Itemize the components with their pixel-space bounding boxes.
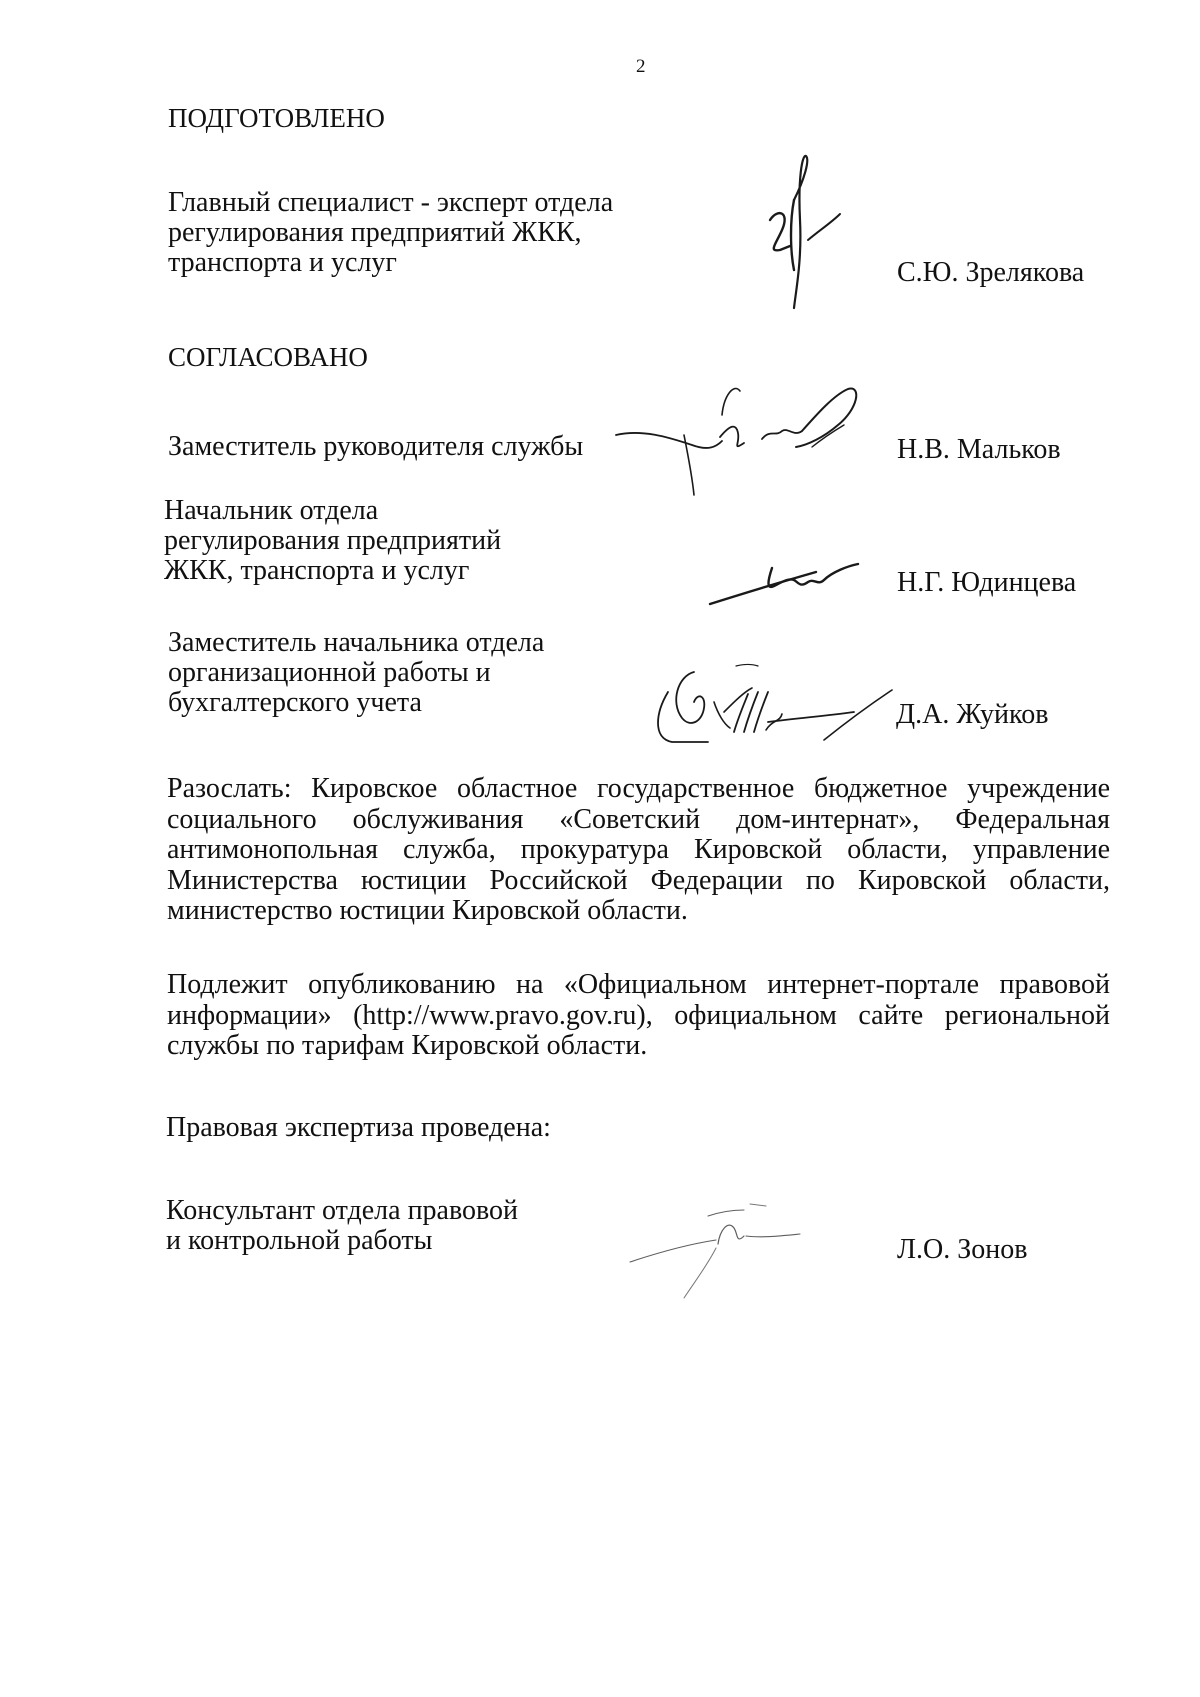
legal-review-heading: Правовая экспертиза проведена: bbox=[166, 1112, 551, 1143]
position-line: и контрольной работы bbox=[166, 1225, 433, 1256]
position-line: Заместитель начальника отдела bbox=[168, 627, 545, 658]
paragraph-line: Министерства юстиции Российской Федерации по Кировской области, bbox=[167, 864, 1110, 896]
paragraph-line: информации» (http://www.pravo.gov.ru), официальном сайте региональной bbox=[167, 999, 1110, 1031]
publication-paragraph bbox=[167, 970, 1110, 1062]
position-line: регулирования предприятий bbox=[164, 525, 502, 556]
approved-position-2 bbox=[164, 496, 501, 586]
legal-review-name: Л.О. Зонов bbox=[897, 1234, 1028, 1265]
paragraph-line: социального обслуживания «Советский дом-интернат», Федеральная bbox=[167, 803, 1110, 835]
prepared-heading: ПОДГОТОВЛЕНО bbox=[168, 103, 385, 133]
paragraph-line: министерство юстиции Кировской области. bbox=[167, 895, 688, 926]
approved-heading: СОГЛАСОВАНО bbox=[168, 342, 368, 372]
position-line: регулирования предприятий ЖКК, bbox=[168, 217, 582, 248]
position-line: транспорта и услуг bbox=[168, 247, 397, 278]
page-number: 2 bbox=[636, 56, 646, 77]
signature-yudintseva bbox=[708, 560, 878, 610]
position-line: Главный специалист - эксперт отдела bbox=[168, 187, 614, 218]
prepared-position bbox=[168, 188, 613, 278]
position-line: Консультант отдела правовой bbox=[166, 1195, 519, 1226]
position-line: Начальник отдела bbox=[164, 495, 379, 526]
position-line: ЖКК, транспорта и услуг bbox=[164, 555, 470, 586]
position-line: организационной работы и bbox=[168, 657, 491, 688]
legal-review-position bbox=[166, 1196, 518, 1256]
distribution-paragraph bbox=[167, 774, 1110, 927]
signature-zhuykov bbox=[648, 662, 898, 757]
approved-name-2: Н.Г. Юдинцева bbox=[897, 567, 1077, 598]
approved-position-3 bbox=[168, 628, 544, 718]
position-line: бухгалтерского учета bbox=[168, 687, 422, 718]
paragraph-line: Разослать: Кировское областное государственное бюджетное учреждение bbox=[167, 773, 1110, 804]
signature-zrelyakova bbox=[760, 160, 870, 310]
approved-position-1 bbox=[168, 432, 583, 462]
paragraph-line: службы по тарифам Кировской области. bbox=[167, 1030, 648, 1061]
prepared-name: С.Ю. Зрелякова bbox=[897, 257, 1085, 288]
position-line: Заместитель руководителя службы bbox=[168, 431, 584, 462]
signature-zonov bbox=[620, 1200, 810, 1310]
paragraph-line: антимонопольная служба, прокуратура Кировской области, управление bbox=[167, 834, 1110, 865]
paragraph-line: Подлежит опубликованию на «Официальном интернет-портале правовой bbox=[167, 969, 1110, 1000]
signature-malkov bbox=[612, 385, 872, 505]
approved-name-3: Д.А. Жуйков bbox=[896, 699, 1049, 730]
approved-name-1: Н.В. Мальков bbox=[897, 434, 1061, 465]
